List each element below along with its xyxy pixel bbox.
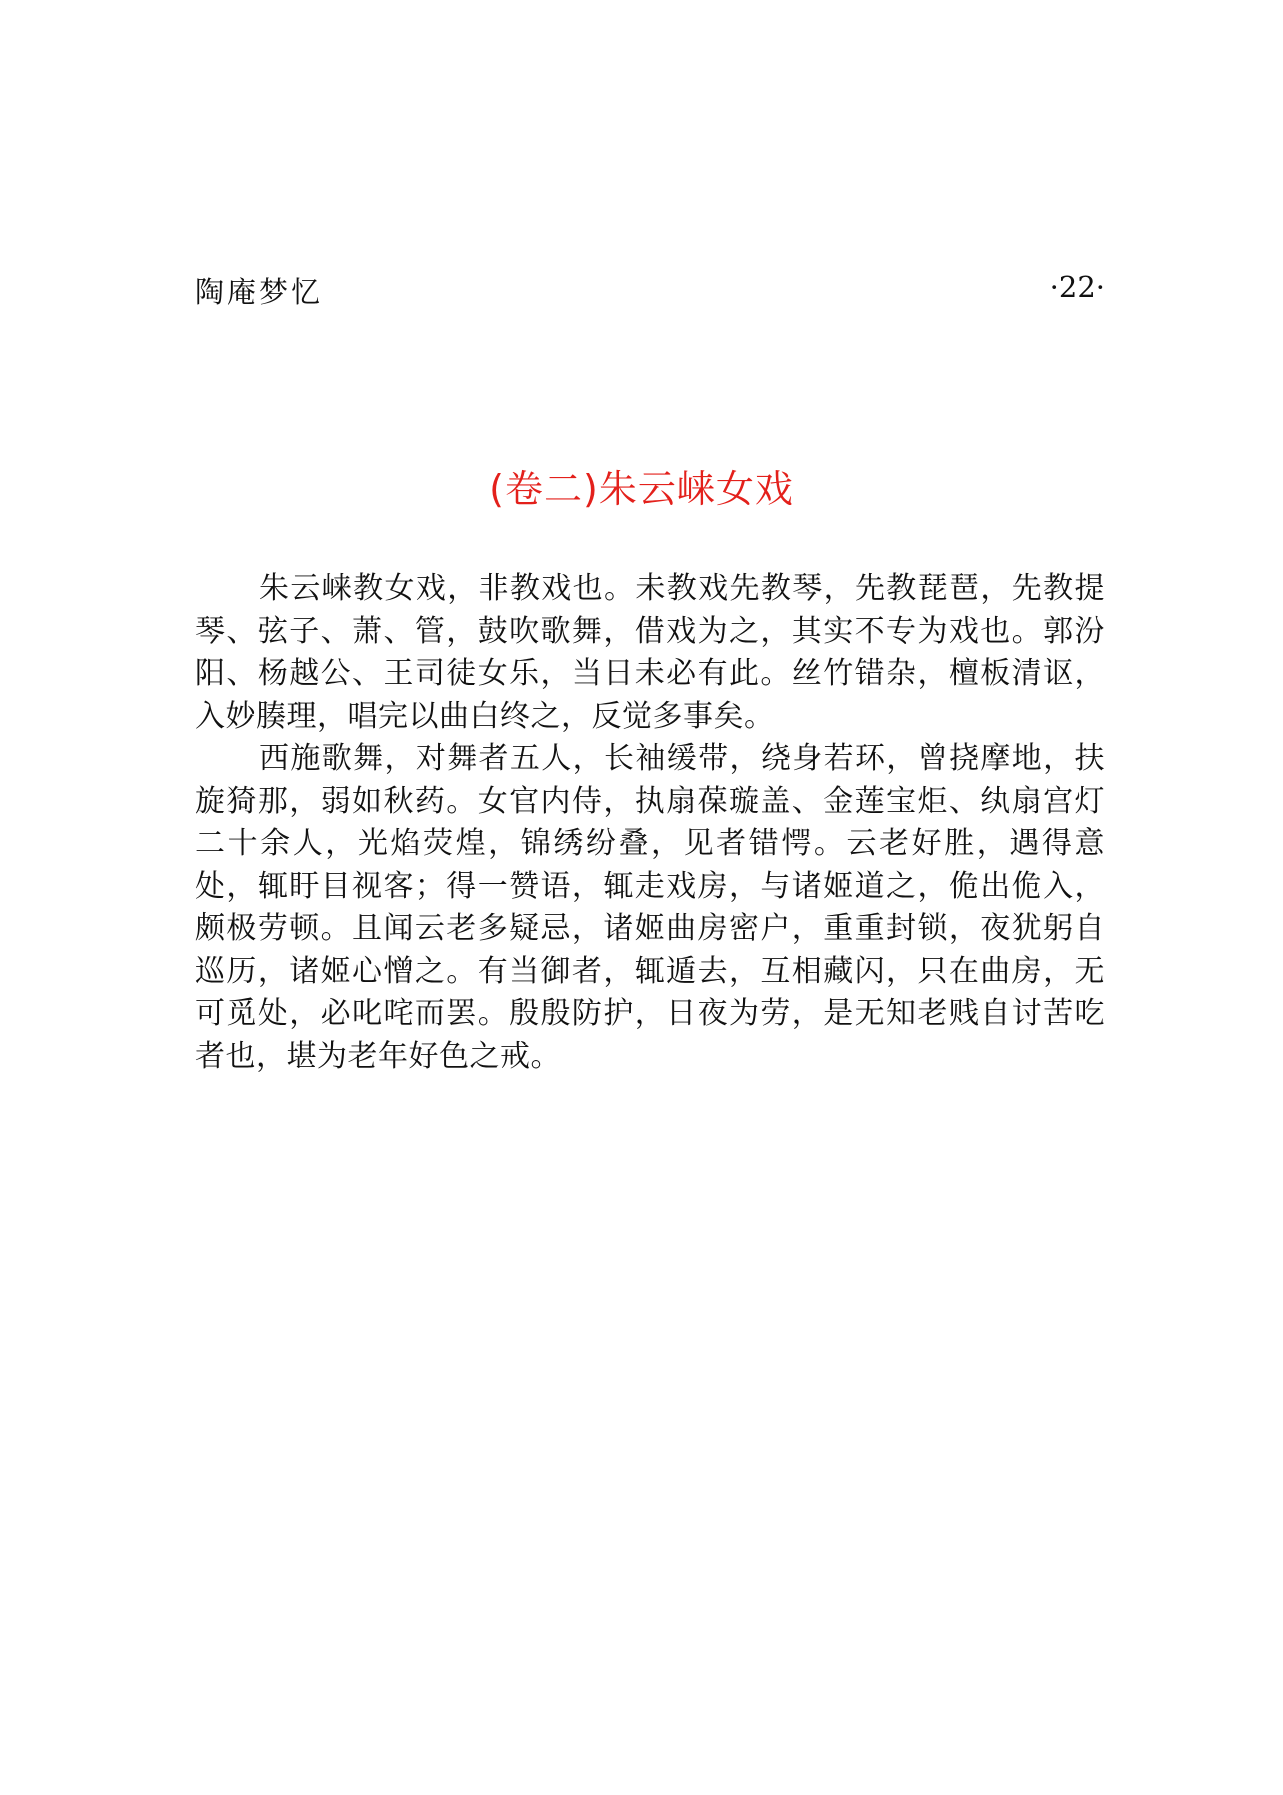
running-header [195, 270, 1105, 310]
paragraph: 西施歌舞，对舞者五人，长袖缓带，绕身若环，曾挠摩地，扶旋猗那，弱如秋药。女官内侍，执扇葆璇盖、金莲宝炬、纨扇宫灯二十余人，光焰荧煌，锦绣纷叠，见者错愕。云老好胜，遇得意处，辄盱目视客；得一赞语，辄走戏房，与诸姬道之，佹出佹入，颇极劳顿。且闻云老多疑忌，诸姬曲房密户，重重封锁，夜犹躬自巡历，诸姬心憎之。有当御者，辄遁去，互相藏闪，只在曲房，无可觅处，必叱咤而罢。殷殷防护，日夜为劳，是无知老贱自讨苦吃者也，堪为老年好色之戒。 [195, 741, 1105, 1074]
book-title: 陶庵梦忆 [195, 275, 324, 309]
body-text [195, 568, 1105, 1078]
page-number: ·22· [1049, 270, 1105, 304]
chapter-title: (卷二)朱云崃女戏 [489, 467, 794, 511]
paragraph: 朱云崃教女戏，非教戏也。未教戏先教琴，先教琵琶，先教提琴、弦子、萧、管，鼓吹歌舞，借戏为之，其实不专为戏也。郭汾阳、杨越公、王司徒女乐，当日未必有此。丝竹错杂，檀板清讴，入妙腠理，唱完以曲白终之，反觉多事矣。 [195, 571, 1105, 734]
